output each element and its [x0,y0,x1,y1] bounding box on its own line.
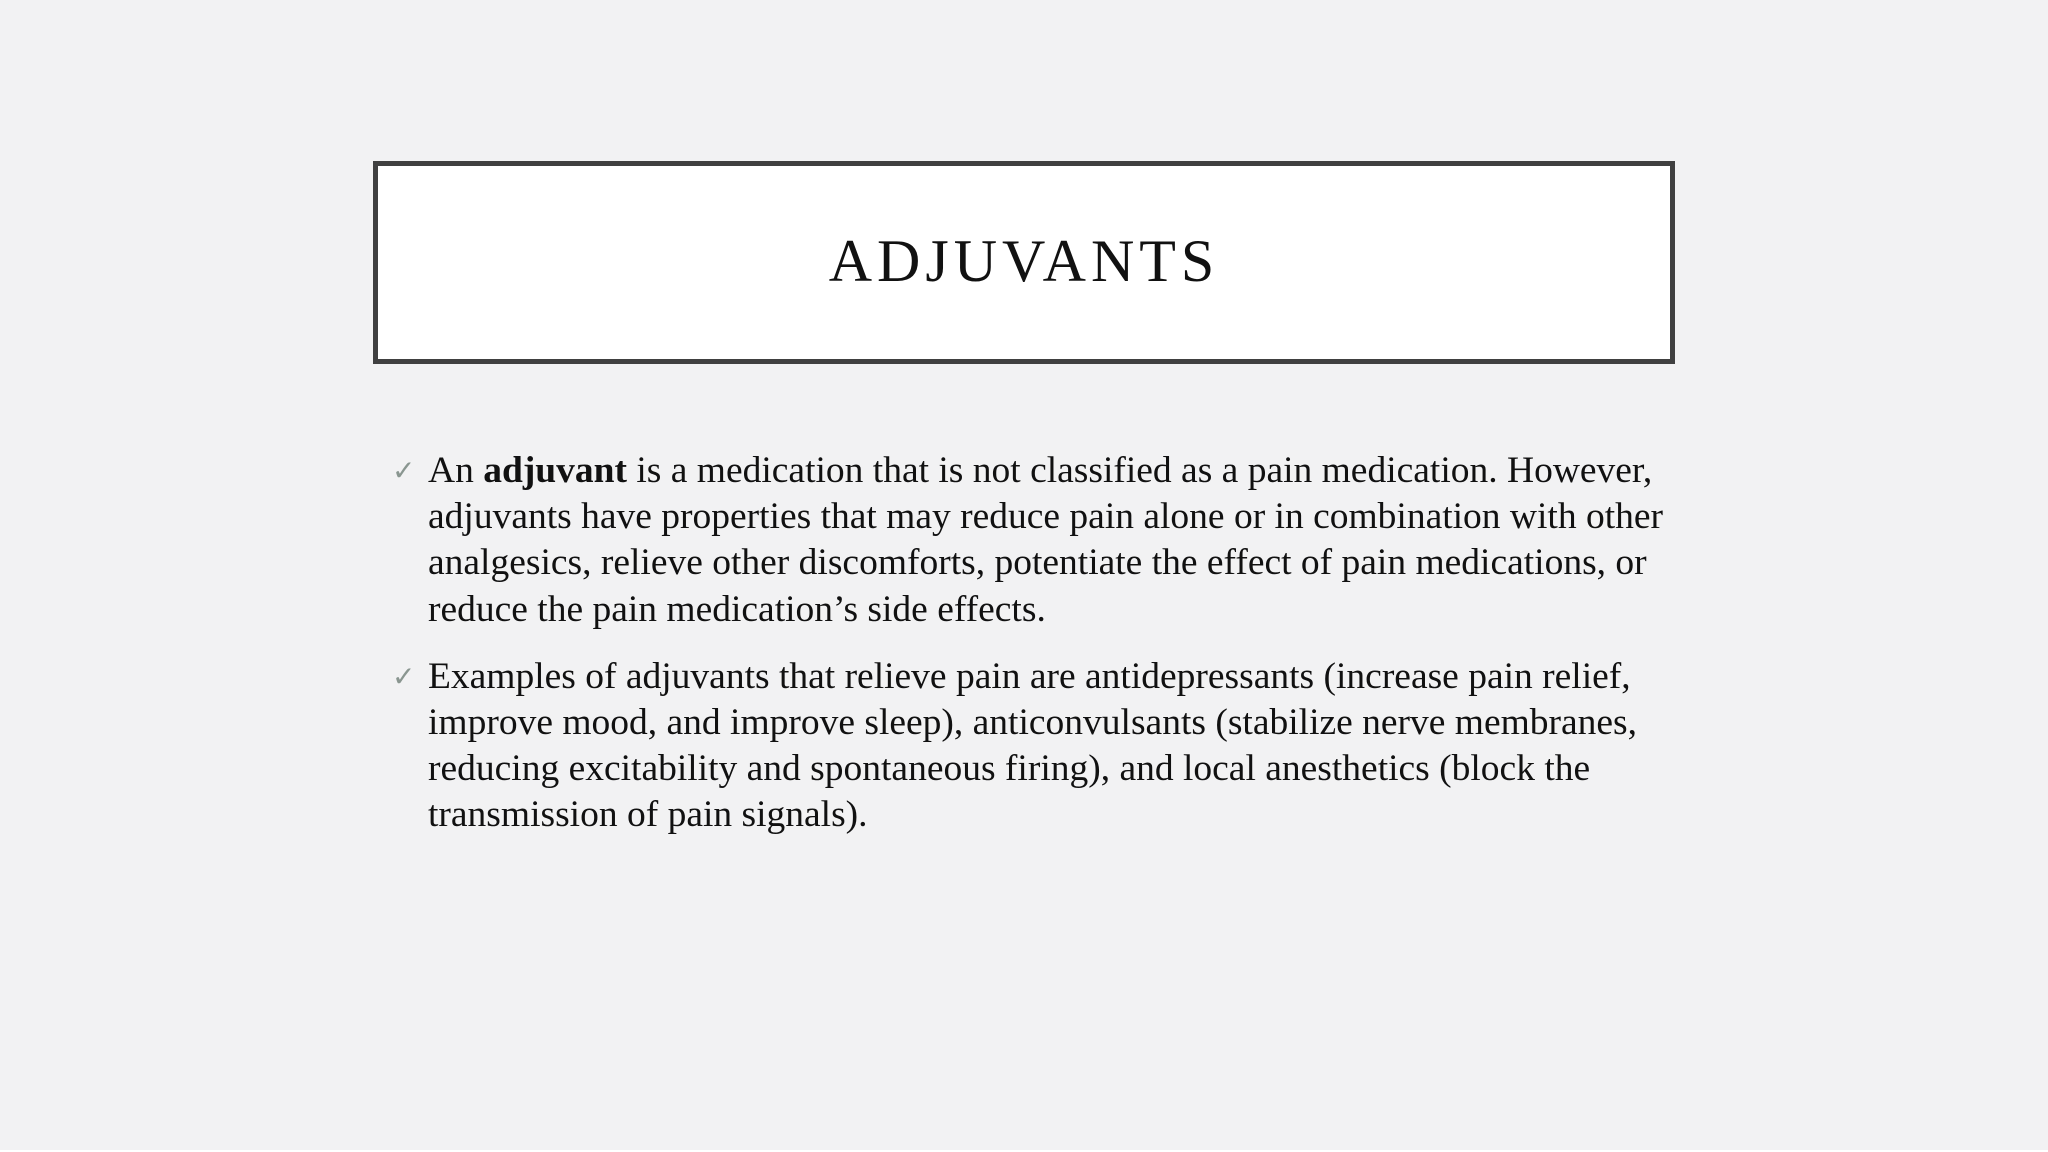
bullet-text-prefix: An [428,450,484,491]
title-box [373,161,1675,364]
bullet-list [390,448,1690,860]
bullet-item [390,654,1690,839]
bullet-text: Examples of adjuvants that relieve pain are antidepressants (increase pain relief, improve mood, and improve sleep), anticonvulsants (stabilize nerve membranes, reducing excitability and spontaneous firing), and local anesthetics (block the transmission of pain signals). [428,655,1638,836]
slide-title: ADJUVANTS [828,228,1220,294]
check-mark-icon: ✓ [392,659,416,693]
bullet-text: is a medication that is not classified as a pain medication. However, adjuvants have properties that may reduce pain alone or in combination with other analgesics, relieve other discomforts, potentiate the effect of pain medications, or reduce the pain medication’s side effects. [428,450,1664,630]
bullet-item [390,448,1690,633]
bullet-bold-term: adjuvant [483,450,628,491]
check-mark-icon: ✓ [392,454,416,487]
